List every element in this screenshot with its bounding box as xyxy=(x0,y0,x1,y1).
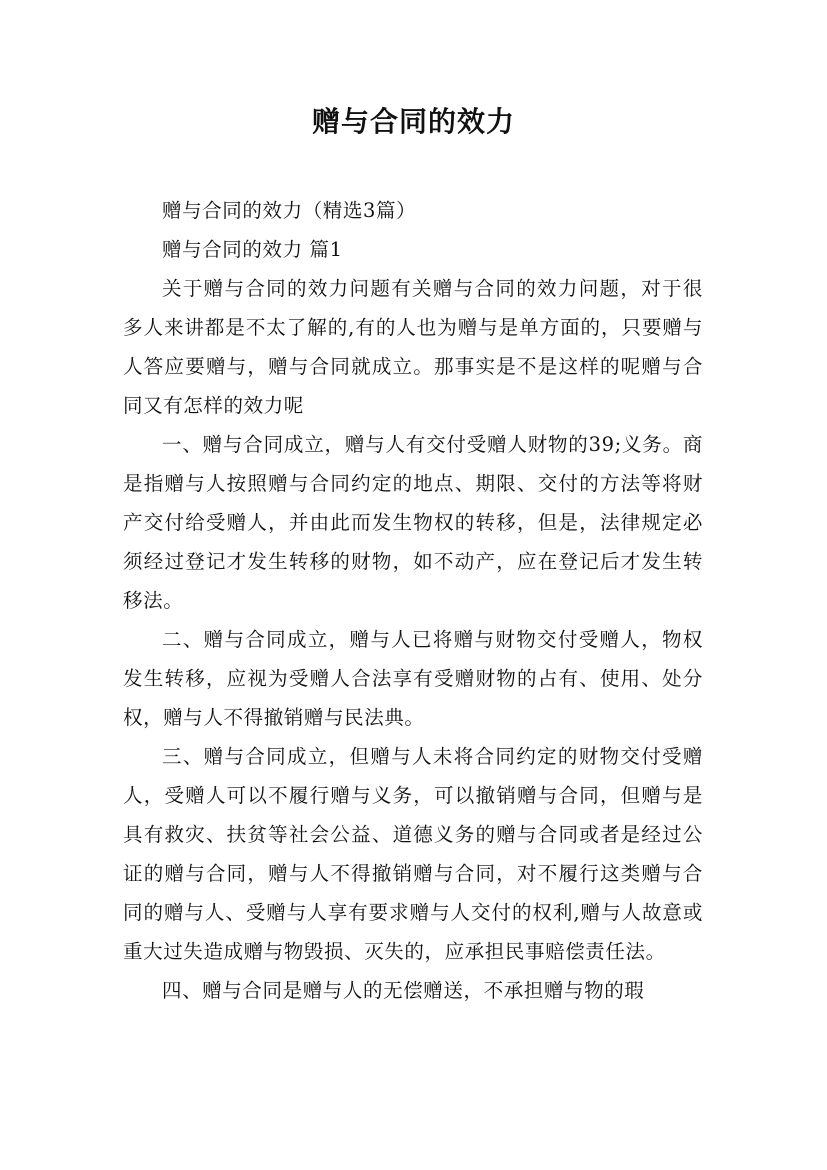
body-paragraph: 三、赠与合同成立，但赠与人未将合同约定的财物交付受赠人，受赠人可以不履行赠与义务，可以撤销赠与合同，但赠与是具有救灾、扶贫等社会公益、道德义务的赠与合同或者是经过公证的赠与合同，赠与人不得撤销赠与合同，对不履行这类赠与合同的赠与人、受赠与人享有要求赠与人交付的权利,赠与人故意或重大过失造成赠与物毁损、灭失的，应承担民事赔偿责任法。 xyxy=(123,745,703,963)
document-title: 赠与合同的效力 xyxy=(311,105,515,138)
body-paragraph: 四、赠与合同是赠与人的无偿赠送，不承担赠与物的瑕 xyxy=(162,979,645,1002)
body-paragraph: 二、赠与合同成立，赠与人已将赠与财物交付受赠人，物权发生转移，应视为受赠人合法享有受赠财物的占有、使用、处分权，赠与人不得撤销赠与民法典。 xyxy=(123,628,703,729)
body-paragraph: 关于赠与合同的效力问题有关赠与合同的效力问题，对于很多人来讲都是不太了解的,有的人也为赠与是单方面的，只要赠与人答应要赠与，赠与合同就成立。那事实是不是这样的呢赠与合同又有怎样的效力呢 xyxy=(123,277,703,417)
document-body xyxy=(123,191,703,1010)
section-heading: 赠与合同的效力 篇1 xyxy=(162,238,343,261)
subtitle-paragraph: 赠与合同的效力（精选3篇） xyxy=(162,199,417,222)
body-paragraph: 一、赠与合同成立，赠与人有交付受赠人财物的39;义务。商是指赠与人按照赠与合同约定的地点、期限、交付的方法等将财产交付给受赠人，并由此而发生物权的转移，但是，法律规定必须经过登记才发生转移的财物，如不动产，应在登记后才发生转移法。 xyxy=(123,433,703,612)
